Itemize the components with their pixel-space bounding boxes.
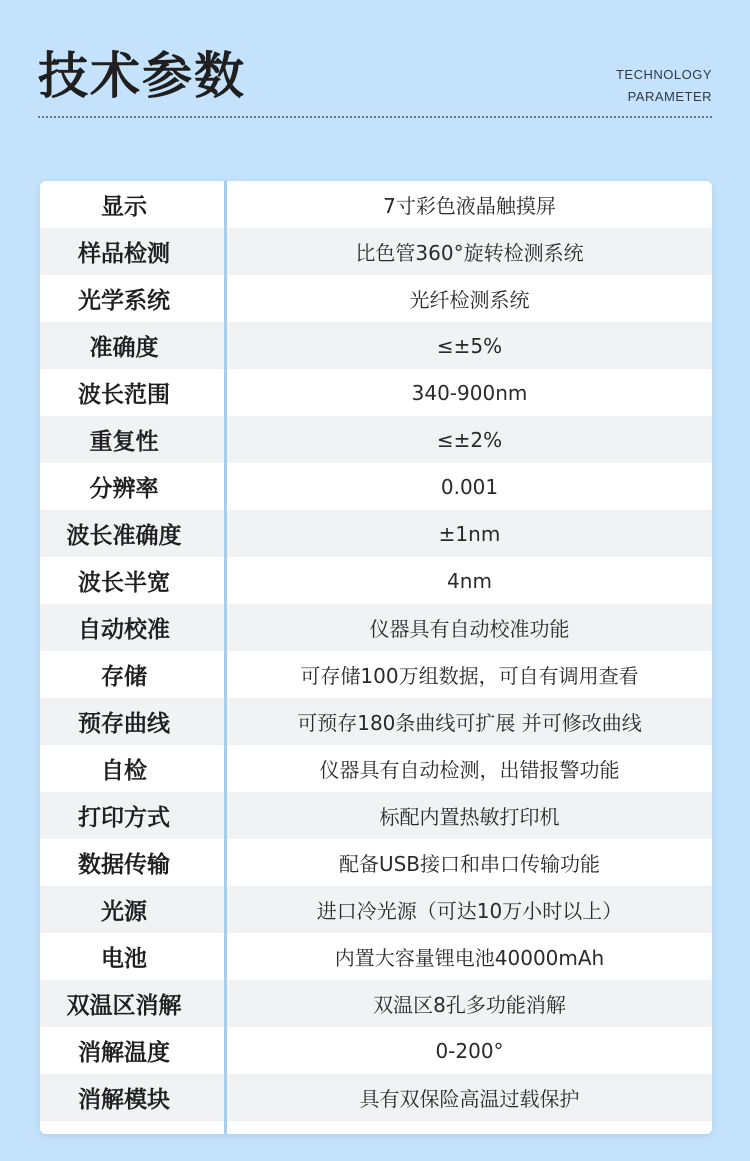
spec-row — [40, 745, 712, 792]
spec-value: 340-900nm — [411, 380, 528, 405]
spec-value: 标配内置热敏打印机 — [379, 805, 560, 829]
spec-label: 自检 — [101, 758, 147, 784]
spec-row — [40, 839, 712, 886]
spec-value: ±1nm — [438, 521, 501, 546]
spec-label: 数据传输 — [78, 852, 170, 878]
spec-label: 样品检测 — [78, 241, 170, 267]
spec-value: 可存储100万组数据，可自有调用查看 — [300, 664, 639, 688]
spec-row — [40, 322, 712, 369]
spec-row — [40, 1027, 712, 1074]
spec-value: 0-200° — [435, 1038, 504, 1063]
spec-row — [40, 557, 712, 604]
spec-row — [40, 228, 712, 275]
spec-row — [40, 369, 712, 416]
spec-row — [40, 651, 712, 698]
spec-value: 0.001 — [440, 474, 499, 499]
spec-value: 比色管360°旋转检测系统 — [355, 241, 584, 265]
spec-value: 双温区8孔多功能消解 — [373, 993, 566, 1017]
column-divider — [224, 181, 227, 1134]
spec-row — [40, 886, 712, 933]
spec-row — [40, 416, 712, 463]
spec-row — [40, 181, 712, 228]
spec-row — [40, 698, 712, 745]
spec-row — [40, 275, 712, 322]
spec-label: 重复性 — [89, 429, 159, 455]
spec-label: 存储 — [101, 664, 147, 690]
spec-table — [40, 181, 712, 1134]
spec-label: 自动校准 — [78, 617, 170, 643]
spec-value: 具有双保险高温过载保护 — [359, 1087, 580, 1111]
spec-row — [40, 604, 712, 651]
spec-value: 光纤检测系统 — [409, 288, 530, 312]
spec-label: 波长范围 — [78, 382, 170, 408]
spec-value: 进口冷光源（可达10万小时以上） — [316, 899, 623, 923]
spec-row — [40, 463, 712, 510]
spec-value: 7寸彩色液晶触摸屏 — [383, 194, 556, 218]
spec-row — [40, 792, 712, 839]
spec-label: 预存曲线 — [78, 711, 170, 737]
subtitle-line-2: PARAMETER — [627, 89, 712, 104]
spec-label: 波长半宽 — [78, 570, 170, 596]
page-title: 技术参数 — [38, 47, 246, 105]
spec-value: 内置大容量锂电池40000mAh — [334, 946, 605, 970]
spec-row — [40, 1074, 712, 1121]
spec-label: 消解模块 — [78, 1087, 170, 1113]
spec-value: ≤±5% — [436, 333, 503, 358]
spec-value: 仪器具有自动检测，出错报警功能 — [319, 758, 620, 782]
spec-value: 4nm — [447, 568, 492, 593]
spec-label: 光学系统 — [78, 288, 170, 314]
spec-label: 双温区消解 — [66, 993, 182, 1019]
spec-row — [40, 980, 712, 1027]
spec-label: 显示 — [101, 194, 147, 220]
subtitle-line-1: TECHNOLOGY — [615, 67, 712, 82]
spec-label: 波长准确度 — [66, 523, 182, 549]
spec-value: 配备USB接口和串口传输功能 — [338, 852, 601, 876]
spec-label: 电池 — [101, 946, 147, 972]
spec-value: 可预存180条曲线可扩展 并可修改曲线 — [297, 711, 642, 735]
page-subtitle — [616, 64, 712, 108]
spec-label: 准确度 — [89, 335, 159, 361]
page-header — [38, 40, 712, 118]
spec-value: 仪器具有自动校准功能 — [369, 617, 570, 641]
spec-label: 光源 — [101, 899, 147, 925]
spec-value: ≤±2% — [436, 427, 503, 452]
spec-label: 打印方式 — [78, 805, 170, 831]
spec-row — [40, 933, 712, 980]
spec-label: 消解温度 — [78, 1040, 170, 1066]
spec-label: 分辨率 — [89, 476, 159, 502]
spec-row — [40, 510, 712, 557]
